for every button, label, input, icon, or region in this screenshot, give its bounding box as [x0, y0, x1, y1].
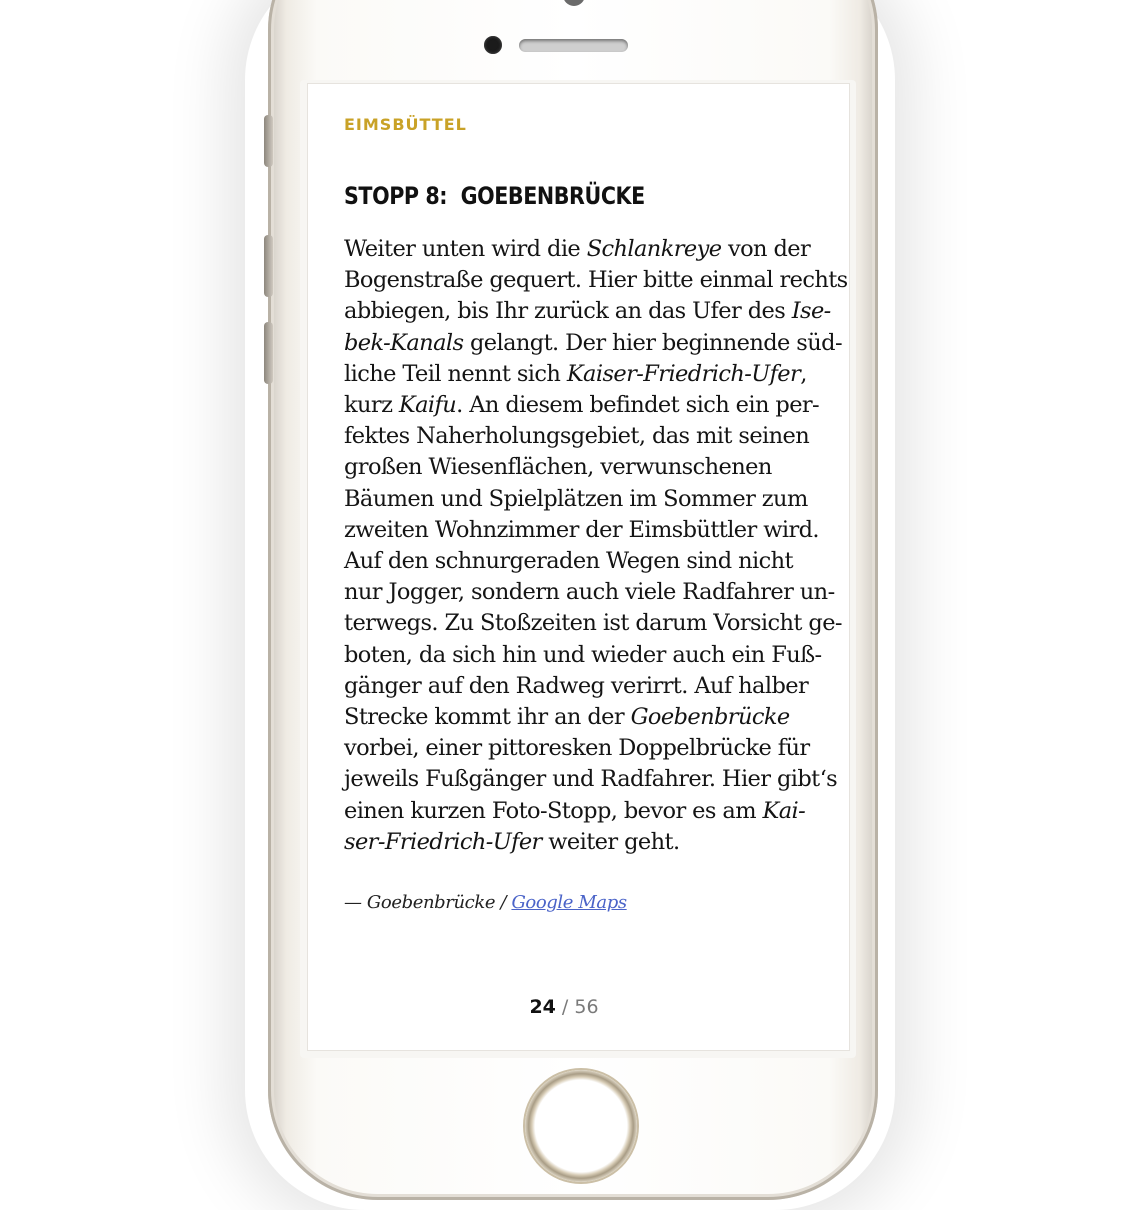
- body-text-run: terwegs. Zu Stoßzeiten ist darum Vorsicht ge-: [344, 610, 842, 637]
- total-pages: 56: [574, 996, 599, 1018]
- article-body: [344, 234, 848, 858]
- body-text-run: nur Jogger, sondern auch viele Radfahrer un-: [344, 579, 835, 606]
- body-line: [344, 733, 814, 764]
- body-line: [344, 671, 814, 702]
- emphasized-text: Schlankreye: [586, 236, 722, 262]
- body-line: [344, 577, 835, 608]
- body-line: [344, 484, 814, 515]
- body-text-run: abbiegen, bis Ihr zurück an das Ufer des: [344, 298, 792, 325]
- body-text-run: Bäumen und Spielplätzen im Sommer zum: [344, 485, 808, 512]
- home-button[interactable]: [525, 1070, 637, 1182]
- body-line: [344, 764, 838, 795]
- earpiece-speaker: [519, 39, 628, 52]
- body-line: [344, 546, 814, 577]
- emphasized-text: Kaiser-Friedrich-Ufer: [566, 360, 801, 387]
- source-credit: [344, 892, 627, 913]
- body-line: [344, 515, 819, 546]
- body-text-run: ,: [800, 360, 807, 387]
- body-text-run: von der: [721, 236, 811, 262]
- body-line: [344, 702, 814, 733]
- body-line: [344, 265, 848, 296]
- body-text-run: vorbei, einer pittoresken Doppelbrücke für: [344, 735, 810, 762]
- body-text-run: Bogenstraße gequert. Hier bitte einmal rechts: [344, 267, 848, 294]
- body-text-run: gelangt. Der hier beginnende süd-: [463, 329, 842, 356]
- current-page: 24: [529, 996, 556, 1018]
- body-text-run: liche Teil nennt sich: [344, 360, 567, 387]
- body-line: [344, 328, 842, 359]
- body-text-run: Auf den schnurgeraden Wegen sind nicht: [344, 548, 793, 575]
- body-line: [344, 234, 814, 265]
- body-line: [344, 640, 822, 671]
- body-text-run: . An diesem befindet sich ein per-: [456, 392, 820, 419]
- emphasized-text: Kai-: [762, 797, 806, 824]
- body-text-run: jeweils Fußgänger und Radfahrer. Hier gibt‘s: [344, 766, 838, 793]
- google-maps-link[interactable]: Google Maps: [511, 892, 627, 913]
- body-text-run: weiter geht.: [541, 828, 680, 855]
- emphasized-text: bek-Kanals: [344, 329, 464, 356]
- body-line: [344, 421, 814, 452]
- front-camera-icon: [484, 36, 502, 54]
- body-line: [344, 359, 814, 390]
- body-line: [344, 796, 814, 827]
- body-line: [344, 452, 814, 483]
- volume-down-button[interactable]: [264, 322, 273, 384]
- emphasized-text: Goebenbrücke: [630, 704, 790, 731]
- emphasized-text: Ise-: [791, 298, 831, 325]
- stop-headline: STOPP 8: GOEBENBRÜCKE: [344, 182, 645, 210]
- emphasized-text: Kaifu: [398, 392, 457, 419]
- body-text-run: Strecke kommt ihr an der: [344, 704, 631, 731]
- body-line: [344, 827, 814, 858]
- body-line: [344, 296, 831, 327]
- body-text-run: einen kurzen Foto-Stopp, bevor es am: [344, 797, 763, 824]
- volume-up-button[interactable]: [264, 235, 273, 297]
- body-text-run: Weiter unten wird die: [344, 236, 587, 262]
- body-text-run: kurz: [344, 392, 399, 419]
- emphasized-text: ser-Friedrich-Ufer: [344, 828, 542, 855]
- page-indicator: [0, 996, 1128, 1018]
- source-prefix: — Goebenbrücke /: [344, 892, 512, 913]
- body-line: [344, 390, 820, 421]
- mute-switch[interactable]: [264, 115, 273, 167]
- page-separator: /: [555, 996, 575, 1018]
- district-label: EIMSBÜTTEL: [344, 115, 467, 134]
- body-text-run: fektes Naherholungsgebiet, das mit seinen: [344, 423, 810, 450]
- body-text-run: gänger auf den Radweg verirrt. Auf halber: [344, 672, 809, 699]
- body-text-run: zweiten Wohnzimmer der Eimsbüttler wird.: [344, 516, 819, 543]
- body-text-run: großen Wiesenflächen, verwunschenen: [344, 454, 772, 481]
- body-text-run: boten, da sich hin und wieder auch ein Fuß-: [344, 641, 822, 668]
- body-line: [344, 608, 842, 639]
